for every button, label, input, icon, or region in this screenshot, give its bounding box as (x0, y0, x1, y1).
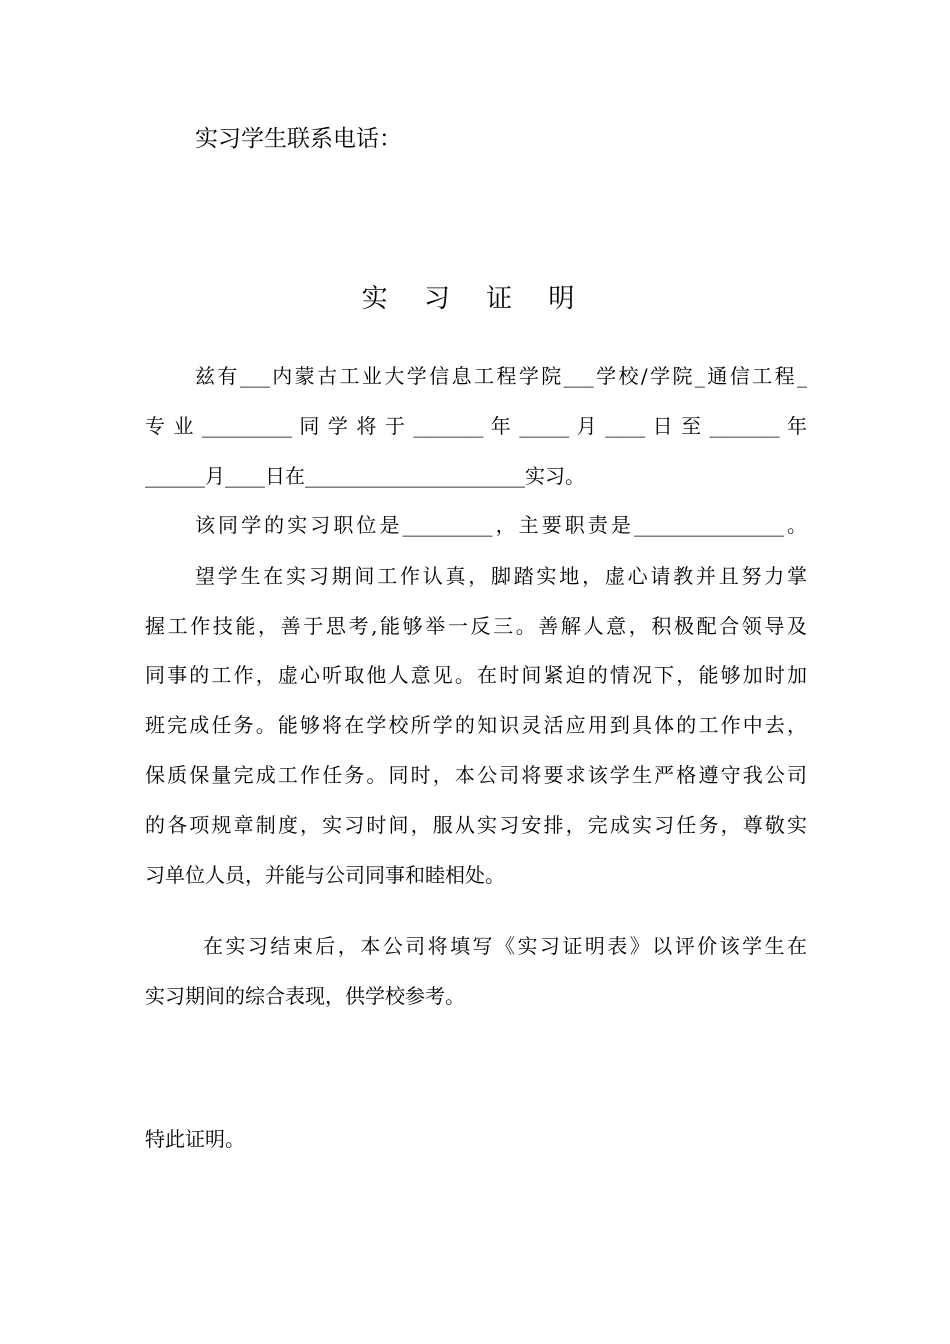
body-line-10: 的各项规章制度，实习时间，服从实习安排，完成实习任务，尊敬实 (145, 813, 807, 837)
body-line-11: 习单位人员，并能与公司同事和睦相处。 (145, 863, 505, 887)
closing-line-1: 在实习结束后，本公司将填写《实习证明表》以评价该学生在 (203, 934, 807, 958)
body-line-8: 班完成任务。能够将在学校所学的知识灵活应用到具体的工作中去， (145, 713, 807, 737)
body-line-7: 同事的工作，虚心听取他人意见。在时间紧迫的情况下，能够加时加 (145, 663, 807, 687)
body-line-5: 望学生在实习期间工作认真，脚踏实地，虚心请教并且努力掌 (195, 564, 807, 588)
body-line-1: 兹有___内蒙古工业大学信息工程学院___学校/学院_通信工程_ (195, 364, 807, 388)
body-line-4: 该同学的实习职位是_________，主要职责是_______________。 (195, 513, 807, 537)
body-line-6: 握工作技能，善于思考,能够举一反三。善解人意，积极配合领导及 (145, 614, 807, 638)
body-line-9: 保质保量完成工作任务。同时，本公司将要求该学生严格遵守我公司 (145, 763, 807, 787)
certification-statement: 特此证明。 (145, 1127, 245, 1151)
body-line-2: 专 业 _________ 同 学 将 于 _______ 年 _____ 月 ____ 日 至 _______ 年 (145, 414, 807, 438)
student-contact-phone-label: 实习学生联系电话： (195, 126, 402, 152)
document-title: 实 习 证 明 (361, 284, 589, 314)
body-line-3: ______月____日在______________________实习。 (145, 464, 585, 488)
closing-line-2: 实习期间的综合表现，供学校参考。 (145, 984, 465, 1008)
